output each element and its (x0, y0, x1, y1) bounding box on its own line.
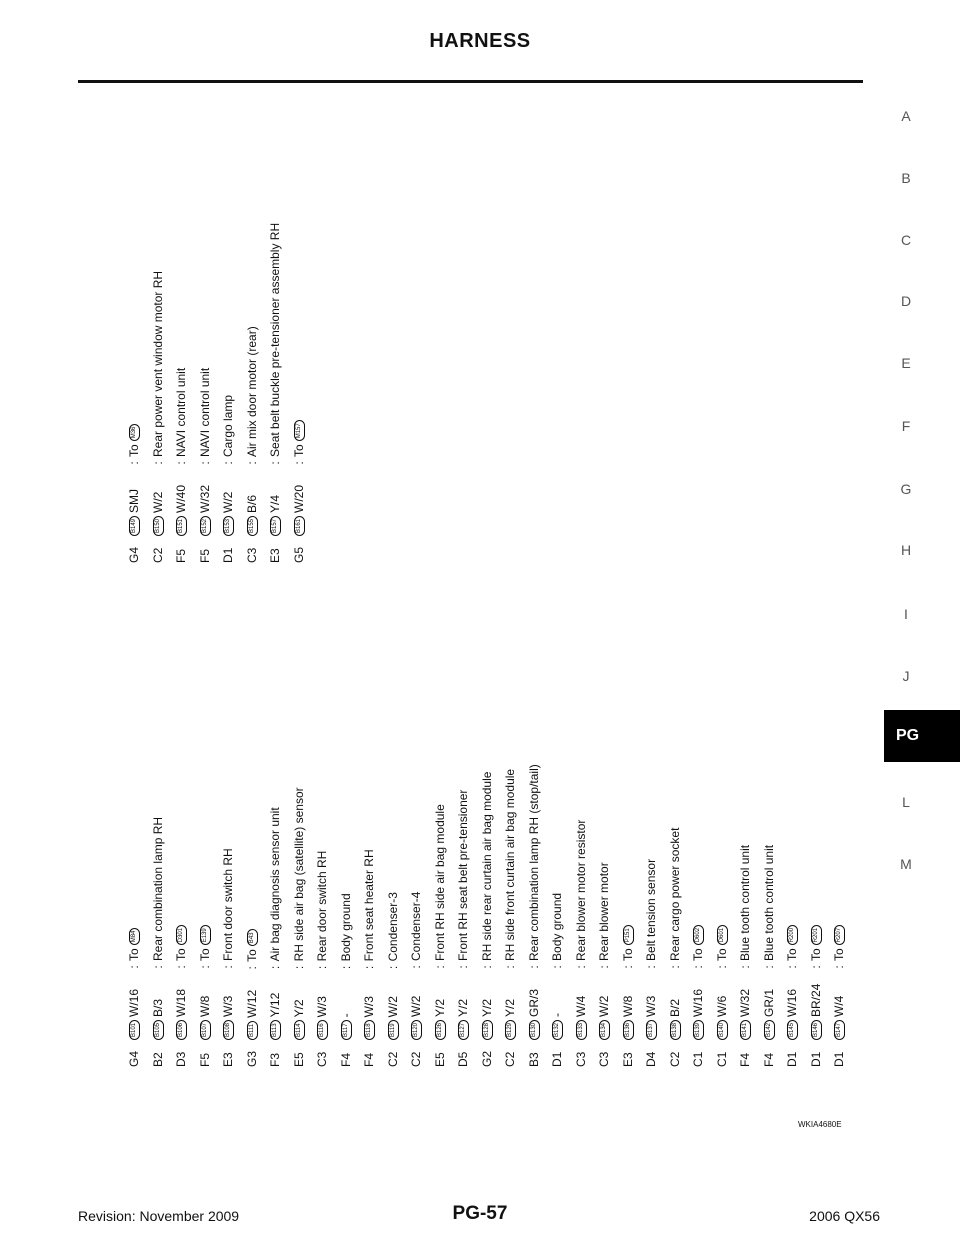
separator-colon: : (832, 965, 846, 969)
separator-colon: : (127, 461, 141, 465)
connector-entry (762, 845, 776, 1067)
connector-description: Body ground (550, 892, 564, 961)
grid-location: E5 (291, 1052, 306, 1067)
connector-entry (480, 772, 494, 1067)
connector-number-badge: B140 (717, 1020, 728, 1040)
section-index-item[interactable]: M (900, 856, 912, 872)
separator-colon: : (456, 965, 470, 969)
grid-location: C3 (597, 1051, 611, 1067)
connector-description: Front seat heater RH (362, 849, 376, 962)
connector-number-badge: B116 (317, 1020, 328, 1040)
wire-spec: W/3 (221, 995, 235, 1017)
wire-spec: W/16 (785, 988, 799, 1017)
connector-description: Condenser-3 (385, 892, 400, 962)
connector-description: Blue tooth control unit (738, 844, 752, 961)
grid-location: E3 (221, 1052, 235, 1067)
connector-entry (245, 326, 259, 563)
separator-colon: : (291, 461, 306, 465)
connector-description: Cargo lamp (221, 394, 235, 457)
connector-entry (174, 922, 188, 1067)
connector-description: Seat belt buckle pre-tensioner assembly RH (268, 222, 282, 457)
section-index (884, 0, 960, 1242)
grid-location: B3 (526, 1052, 541, 1067)
wire-spec: Y/2 (456, 998, 470, 1017)
wire-spec: Y/2 (503, 998, 517, 1017)
wire-spec: W/3 (644, 995, 658, 1017)
separator-colon: : (503, 965, 517, 969)
connector-entry (527, 764, 541, 1067)
connector-description: Front door switch RH (221, 848, 235, 961)
separator-colon: : (620, 965, 635, 969)
model-year: 2006 QX56 (809, 1208, 880, 1224)
connector-description: Rear cargo power socket (667, 827, 682, 961)
header-rule (78, 80, 863, 83)
separator-colon: : (573, 965, 588, 969)
grid-location: F4 (761, 1052, 776, 1067)
connector-number-badge: B146 (811, 1020, 822, 1040)
mating-connector-badge: P151 (623, 925, 634, 945)
connector-number-badge: B108 (223, 1020, 234, 1040)
connector-description: To (714, 948, 729, 961)
wire-spec: W/12 (244, 989, 259, 1018)
wire-spec: Y/12 (268, 992, 282, 1018)
connector-entry (292, 417, 306, 563)
grid-location: C2 (150, 547, 165, 563)
connector-number-badge: B142 (764, 1020, 775, 1040)
grid-location: D1 (550, 1051, 564, 1067)
grid-location: F4 (362, 1052, 376, 1067)
separator-colon: : (150, 965, 165, 969)
connector-number-badge: B133 (576, 1020, 587, 1040)
separator-colon: : (738, 965, 752, 969)
wire-spec: BR/24 (808, 983, 823, 1017)
section-index-item[interactable]: F (901, 418, 911, 434)
mating-connector-badge: E139 (200, 925, 211, 945)
wire-spec: W/20 (291, 484, 306, 513)
section-index-item[interactable]: C (900, 232, 912, 248)
connector-number-badge: B132 (552, 1020, 563, 1040)
wire-spec: W/8 (197, 995, 212, 1017)
connector-entry (691, 922, 705, 1067)
connector-entry (268, 223, 282, 563)
grid-location: D3 (174, 1051, 188, 1067)
connector-entry (644, 859, 658, 1067)
wire-spec: - (550, 1012, 564, 1017)
wire-spec: B/3 (150, 998, 165, 1017)
separator-colon: : (550, 965, 564, 969)
wire-spec: W/3 (315, 996, 329, 1018)
grid-location: D4 (644, 1051, 658, 1067)
connector-number-badge: B129 (505, 1020, 516, 1040)
separator-colon: : (808, 965, 823, 969)
connector-entry (715, 922, 729, 1067)
grid-location: G4 (127, 1050, 141, 1067)
mating-connector-badge: R200 (787, 925, 798, 945)
connector-entry (574, 820, 588, 1067)
connector-description: Front RH seat belt pre-tensioner (456, 789, 470, 961)
wire-spec: W/32 (197, 484, 212, 513)
separator-colon: : (785, 965, 799, 969)
connector-description: To (785, 948, 799, 961)
grid-location: C3 (573, 1051, 588, 1067)
wire-spec: SMJ (127, 488, 141, 513)
connector-entry (245, 927, 259, 1068)
separator-colon: : (244, 966, 259, 970)
connector-number-badge: B141 (740, 1020, 751, 1040)
connector-description: NAVI control unit (197, 367, 212, 457)
connector-number-badge: B145 (787, 1020, 798, 1040)
connector-entry (268, 807, 282, 1067)
connector-entry (668, 828, 682, 1067)
connector-description: Rear blower motor (597, 862, 611, 961)
separator-colon: : (244, 461, 259, 465)
grid-location: F3 (268, 1052, 282, 1067)
connector-number-badge: B128 (482, 1020, 493, 1040)
connector-number-badge: B113 (270, 1020, 281, 1040)
separator-colon: : (174, 461, 188, 465)
separator-colon: : (338, 965, 353, 970)
separator-colon: : (597, 965, 611, 969)
connector-number-badge: B153 (223, 516, 234, 536)
wire-spec: W/18 (174, 988, 188, 1017)
separator-colon: : (409, 965, 423, 969)
separator-colon: : (385, 965, 400, 970)
connector-number-badge: B139 (693, 1020, 704, 1040)
connector-number-badge: B127 (458, 1020, 469, 1040)
grid-location: F4 (738, 1052, 752, 1067)
connector-entry (198, 368, 212, 563)
grid-location: G3 (244, 1050, 259, 1067)
connector-number-badge: B117 (341, 1020, 352, 1040)
connector-description: To (291, 444, 306, 457)
connector-description: RH side front curtain air bag module (503, 768, 517, 961)
connector-number-badge: B126 (435, 1020, 446, 1040)
connector-number-badge: B111 (247, 1021, 258, 1040)
connector-description: Rear power vent window motor RH (150, 270, 165, 457)
connector-number-badge: B107 (200, 1020, 211, 1040)
section-index-item[interactable]: J (902, 668, 910, 684)
connector-description: To (620, 948, 635, 961)
grid-location: D1 (832, 1051, 846, 1067)
connector-entry (127, 925, 141, 1067)
wire-spec: Y/2 (291, 999, 306, 1018)
connector-number-badge: B130 (529, 1020, 540, 1040)
grid-location: E5 (432, 1052, 447, 1067)
grid-location: C3 (315, 1051, 329, 1067)
wire-spec: W/40 (174, 484, 188, 513)
connector-entry (597, 862, 611, 1067)
connector-number-badge: B136 (623, 1020, 634, 1040)
connector-entry (221, 848, 235, 1067)
separator-colon: : (221, 965, 235, 969)
grid-location: F4 (338, 1052, 353, 1067)
connector-number-badge: B152 (200, 516, 211, 536)
connector-entry (785, 922, 799, 1067)
wire-spec: W/4 (832, 995, 846, 1017)
wire-spec: W/2 (409, 995, 423, 1017)
wire-spec: B/2 (667, 998, 682, 1017)
grid-location: E3 (268, 548, 282, 563)
grid-location: G5 (291, 546, 306, 563)
grid-location: E3 (620, 1052, 635, 1067)
connector-entry (339, 893, 353, 1067)
connector-number-badge: B149 (129, 516, 140, 536)
connector-number-badge: B119 (388, 1020, 399, 1040)
wire-spec: W/4 (573, 995, 588, 1017)
connector-entry (386, 892, 400, 1067)
section-index-item[interactable]: H (900, 542, 912, 558)
wire-spec: GR/1 (761, 988, 776, 1017)
page-title: HARNESS (429, 30, 531, 52)
grid-location: C3 (244, 547, 259, 563)
separator-colon: : (291, 965, 306, 970)
separator-colon: : (761, 965, 776, 969)
connector-number-badge: B120 (411, 1020, 422, 1040)
separator-colon: : (526, 965, 541, 969)
connector-description: To (691, 948, 705, 961)
connector-entry (174, 368, 188, 563)
connector-description: Front RH side air bag module (432, 804, 447, 961)
grid-location: C2 (667, 1051, 682, 1067)
connector-number-badge: B118 (364, 1020, 375, 1040)
connector-number-badge: B151 (176, 516, 187, 536)
grid-location: D1 (221, 547, 235, 563)
wire-spec: Y/2 (479, 998, 494, 1017)
section-index-item[interactable]: B (901, 170, 911, 186)
connector-number-badge: B105 (153, 1020, 164, 1040)
connector-entry (292, 787, 306, 1067)
grid-location: C2 (385, 1051, 400, 1067)
connector-entry (550, 893, 564, 1067)
separator-colon: : (268, 965, 282, 970)
mating-connector-badge: R207 (834, 925, 845, 945)
separator-colon: : (315, 965, 329, 970)
section-tab-active[interactable]: PG (884, 710, 960, 762)
separator-colon: : (644, 965, 658, 969)
separator-colon: : (667, 965, 682, 969)
mating-connector-badge: M157 (294, 420, 305, 441)
figure-id: WKIA4680E (798, 1120, 842, 1129)
separator-colon: : (268, 461, 282, 465)
wire-spec: - (338, 1013, 353, 1018)
connector-number-badge: B106 (176, 1020, 187, 1040)
grid-location: G4 (127, 546, 141, 563)
separator-colon: : (221, 461, 235, 465)
connector-number-badge: B155 (247, 516, 258, 536)
connector-entry (621, 922, 635, 1067)
section-index-item[interactable]: D (900, 293, 912, 309)
connector-description: Rear combination lamp RH (150, 816, 165, 961)
connector-entry (456, 790, 470, 1067)
section-index-item[interactable]: E (901, 355, 911, 371)
wire-spec: W/16 (691, 988, 705, 1017)
section-index-item[interactable]: A (901, 108, 911, 124)
separator-colon: : (362, 965, 376, 970)
connector-description: RH side rear curtain air bag module (479, 771, 494, 961)
separator-colon: : (197, 461, 212, 465)
wire-spec: W/32 (738, 988, 752, 1017)
connector-entry (221, 395, 235, 563)
connector-entry (738, 845, 752, 1067)
connector-description: To (808, 948, 823, 961)
connector-description: Blue tooth control unit (761, 844, 776, 961)
connector-description: To (832, 948, 846, 961)
mating-connector-badge: R201 (811, 925, 822, 945)
separator-colon: : (174, 965, 188, 969)
grid-location: F5 (197, 1052, 212, 1067)
connector-description: Air mix door motor (rear) (244, 326, 259, 457)
connector-entry (433, 804, 447, 1067)
wire-spec: W/2 (221, 491, 235, 513)
connector-number-badge: B134 (599, 1020, 610, 1040)
revision-text: Revision: November 2009 (78, 1208, 240, 1224)
wire-spec: GR/3 (526, 988, 541, 1017)
connector-entry (151, 817, 165, 1067)
connector-description: To (244, 949, 259, 962)
wire-spec: Y/4 (268, 494, 282, 513)
separator-colon: : (432, 965, 447, 969)
connector-description: Condenser-4 (409, 891, 423, 961)
grid-location: F5 (197, 548, 212, 563)
section-index-item[interactable]: I (904, 606, 908, 622)
grid-location: C1 (714, 1051, 729, 1067)
connector-entry (809, 922, 823, 1067)
connector-number-badge: B161 (294, 516, 305, 536)
connector-number-badge: B150 (153, 516, 164, 536)
connector-entry (409, 892, 423, 1067)
section-index-item[interactable]: L (902, 794, 910, 810)
separator-colon: : (150, 461, 165, 465)
connector-description: To (127, 948, 141, 961)
wire-spec: W/3 (362, 996, 376, 1018)
grid-location: B2 (150, 1052, 165, 1067)
mating-connector-badge: M84 (129, 928, 140, 946)
connector-description: Rear blower motor resistor (573, 819, 588, 961)
grid-location: C2 (409, 1051, 423, 1067)
wire-spec: W/2 (150, 491, 165, 513)
connector-description: NAVI control unit (174, 367, 188, 457)
connector-description: Rear combination lamp RH (stop/tail) (526, 764, 541, 961)
connector-number-badge: B147 (834, 1020, 845, 1040)
wire-spec: W/6 (714, 995, 729, 1017)
connector-description: To (127, 444, 141, 457)
grid-location: G2 (479, 1050, 494, 1067)
separator-colon: : (691, 965, 705, 969)
connector-number-badge: B114 (294, 1020, 305, 1040)
separator-colon: : (127, 965, 141, 969)
wire-spec: W/2 (385, 996, 400, 1018)
grid-location: C1 (691, 1051, 705, 1067)
wire-spec: Y/2 (432, 998, 447, 1017)
connector-description: To (197, 948, 212, 961)
grid-location: C2 (503, 1051, 517, 1067)
connector-number-badge: B138 (670, 1020, 681, 1040)
connector-entry (151, 271, 165, 563)
grid-location: F5 (174, 548, 188, 563)
wire-spec: W/2 (597, 995, 611, 1017)
connector-entry (198, 922, 212, 1067)
grid-location: D1 (785, 1051, 799, 1067)
connector-number-badge: B137 (646, 1020, 657, 1040)
grid-location: D1 (808, 1051, 823, 1067)
connector-entry (503, 769, 517, 1067)
connector-number-badge: B157 (270, 516, 281, 536)
connector-entry (362, 849, 376, 1067)
connector-description: To (174, 948, 188, 961)
wire-spec: B/6 (244, 494, 259, 513)
mating-connector-badge: B43 (247, 930, 258, 947)
wire-spec: W/8 (620, 995, 635, 1017)
grid-location: D5 (456, 1051, 470, 1067)
separator-colon: : (714, 965, 729, 969)
connector-description: Air bag diagnosis sensor unit (268, 807, 282, 962)
connector-description: Rear door switch RH (315, 850, 329, 962)
connector-entry (832, 922, 846, 1067)
section-index-item[interactable]: G (900, 481, 912, 497)
mating-connector-badge: D301 (176, 925, 187, 945)
wire-spec: W/16 (127, 988, 141, 1017)
separator-colon: : (197, 965, 212, 969)
connector-description: Belt tension sensor (644, 858, 658, 961)
connector-description: Body ground (338, 893, 353, 962)
mating-connector-badge: D601 (717, 925, 728, 945)
connector-description: RH side air bag (satellite) sensor (291, 787, 306, 962)
connector-entry (127, 421, 141, 563)
mating-connector-badge: D602 (693, 925, 704, 945)
connector-entry (315, 851, 329, 1067)
mating-connector-badge: M36 (129, 424, 140, 442)
connector-number-badge: B101 (129, 1020, 140, 1040)
page-number: PG-57 (452, 1203, 508, 1224)
separator-colon: : (479, 965, 494, 969)
